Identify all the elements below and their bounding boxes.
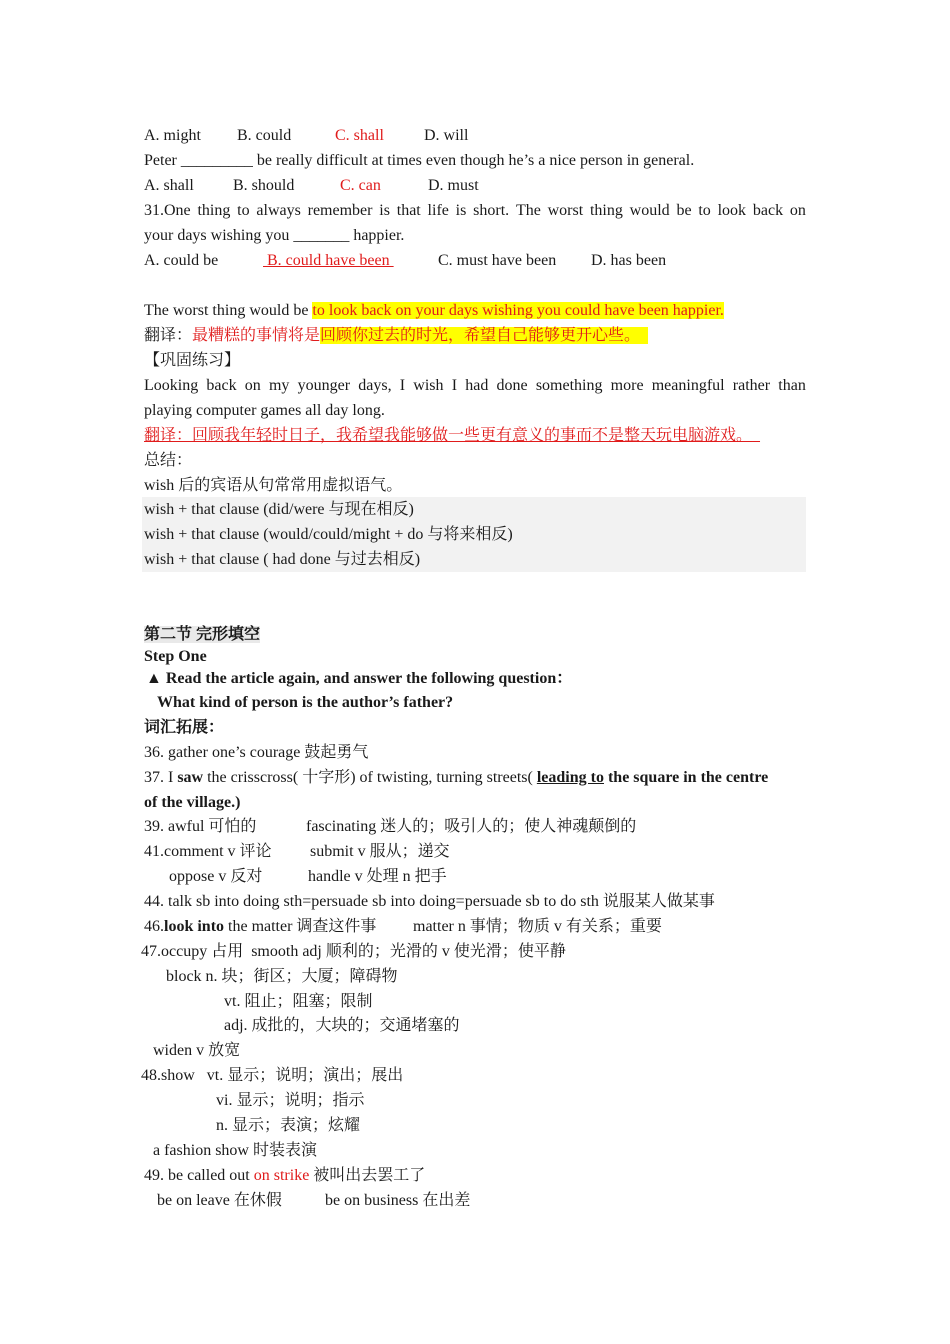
q31-option-b-answer: B. could have been xyxy=(263,252,394,269)
q2-option-c-answer: C. can xyxy=(340,177,381,194)
vocab-48-show-vt: 48.show vt. 显示；说明；演出；展出 xyxy=(141,1067,404,1084)
question: What kind of person is the author’s father? xyxy=(157,694,454,711)
vocab-36: 36. gather one’s courage 鼓起勇气 xyxy=(144,744,369,761)
vocab-47-occupy: 47.occupy 占用 smooth adj 顺利的；光滑的 v 使光滑；使平静 xyxy=(141,943,566,960)
q2-option-d: D. must xyxy=(428,177,479,194)
q2-option-a: A. shall xyxy=(144,177,194,194)
summary-label: 总结： xyxy=(144,452,193,469)
q1-option-d: D. will xyxy=(424,127,469,144)
vocab-39-fascinating: fascinating 迷人的；吸引人的；使人神魂颠倒的 xyxy=(306,818,637,835)
q31-option-a: A. could be xyxy=(144,252,219,269)
q1-option-c-answer: C. shall xyxy=(335,127,384,144)
practice-sentence-line1: Looking back on my younger days, I wish I had done something more meaningful rather than xyxy=(144,377,806,394)
vocab-41-handle: handle v 处理 n 把手 xyxy=(308,868,447,885)
vocab-48-show-vi: vi. 显示；说明；指示 xyxy=(216,1092,365,1109)
summary-rule-past: wish + that clause ( had done 与过去相反) xyxy=(144,551,421,568)
summary-rule-present: wish + that clause (did/were 与现在相反) xyxy=(144,501,414,518)
analysis-highlight: to look back on your days wishing you could have been happier. xyxy=(312,302,724,319)
vocab-48-show-n: n. 显示；表演；炫耀 xyxy=(216,1117,361,1134)
q31-option-d: D. has been xyxy=(591,252,667,269)
vocab-46-matter: matter n 事情；物质 v 有关系；重要 xyxy=(413,918,662,935)
analysis-translation: 翻译：最糟糕的事情将是回顾你过去的时光，希望自己能够更开心些。 xyxy=(144,325,648,347)
vocab-46-look-into: 46.look into the matter 调查这件事 xyxy=(144,918,377,935)
vocab-44: 44. talk sb into doing sth=persuade sb into doing=persuade sb to do sth 说服某人做某事 xyxy=(144,893,715,910)
vocab-41-comment: 41.comment v 评论 xyxy=(144,843,272,860)
vocab-41-submit: submit v 服从；递交 xyxy=(310,843,450,860)
vocab-47-widen: widen v 放宽 xyxy=(153,1042,241,1059)
q1-option-b: B. could xyxy=(237,127,292,144)
practice-translation: 翻译：回顾我年轻时日子，我希望我能够做一些更有意义的事而不是整天玩电脑游戏。 xyxy=(144,427,753,444)
q31-option-c: C. must have been xyxy=(438,252,557,269)
summary-rule-future: wish + that clause (would/could/might + do 与将来相反) xyxy=(144,526,513,543)
q2-option-b: B. should xyxy=(233,177,295,194)
vocab-47-block-n: block n. 块；街区；大厦；障碍物 xyxy=(166,968,398,985)
summary-line: wish 后的宾语从句常常用虚拟语气。 xyxy=(144,477,403,494)
vocab-47-block-adj: adj. 成批的，大块的；交通堵塞的 xyxy=(224,1017,460,1034)
section-title: 第二节 完形填空 xyxy=(144,626,261,643)
practice-sentence-line2: playing computer games all day long. xyxy=(144,402,385,419)
vocab-37-line1: 37. I saw the crisscross( 十字形) of twisting, turning streets( leading to the square in the centre xyxy=(144,769,769,786)
vocab-41-oppose: oppose v 反对 xyxy=(169,868,263,885)
instruction: ▲ Read the article again, and answer the following question： xyxy=(146,670,573,687)
practice-heading: 【巩固练习】 xyxy=(144,352,241,369)
analysis-sentence: The worst thing would be to look back on your days wishing you could have been happier. xyxy=(144,302,724,319)
vocab-47-block-vt: vt. 阻止；阻塞；限制 xyxy=(224,993,373,1010)
q2-stem: Peter _________ be really difficult at times even though he’s a nice person in general. xyxy=(144,152,695,169)
q1-option-a: A. might xyxy=(144,127,201,144)
q31-stem-line2: your days wishing you _______ happier. xyxy=(144,227,405,244)
vocab-37-line2: of the village.) xyxy=(144,794,241,811)
vocab-39-awful: 39. awful 可怕的 xyxy=(144,818,257,835)
q31-stem-line1: 31.One thing to always remember is that life is short. The worst thing would be to look back on xyxy=(144,202,806,219)
vocab-49-business: be on business 在出差 xyxy=(325,1192,471,1209)
vocab-label: 词汇拓展： xyxy=(144,719,225,736)
vocab-48-fashion-show: a fashion show 时装表演 xyxy=(153,1142,317,1159)
vocab-49-leave: be on leave 在休假 xyxy=(157,1192,282,1209)
vocab-49-strike: 49. be called out on strike 被叫出去罢工了 xyxy=(144,1167,426,1184)
step-heading: Step One xyxy=(144,648,207,665)
